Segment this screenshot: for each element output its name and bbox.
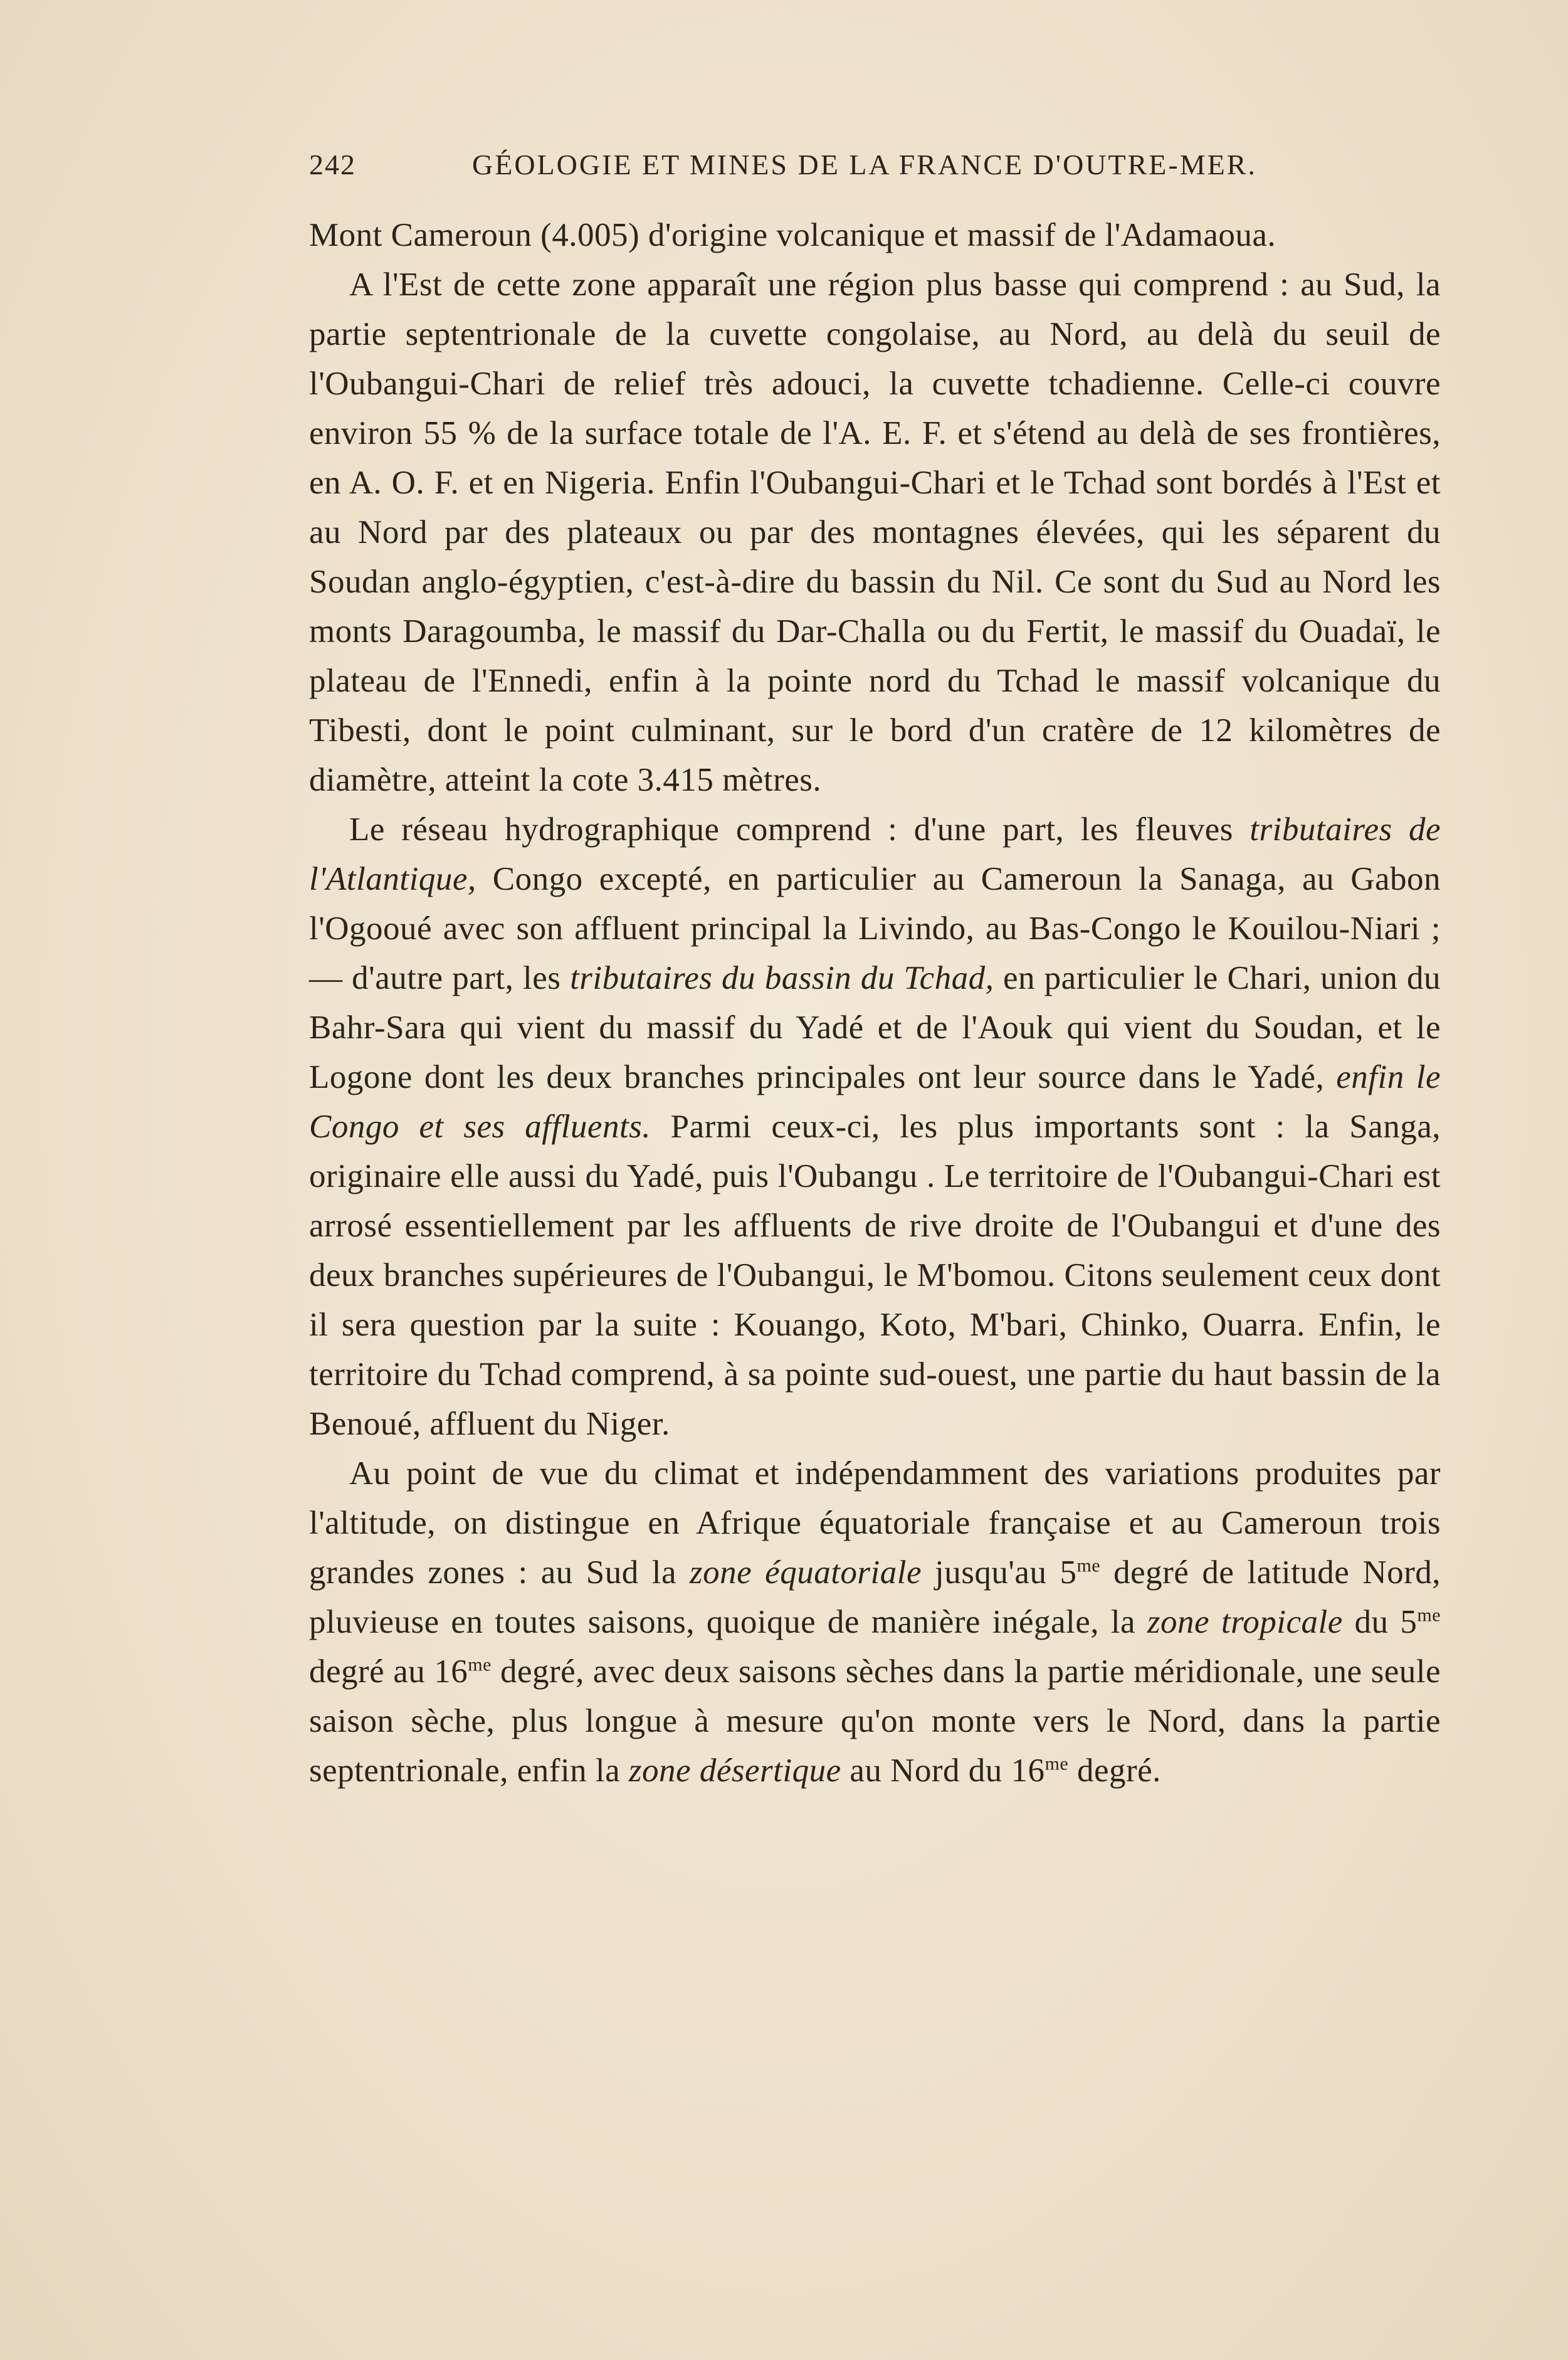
paragraph-3-italic-b: tributaires de l'Atlantique, (309, 811, 1441, 897)
body-text (309, 211, 1441, 1796)
paragraph-3-italic-d: tributaires du bassin du Tchad, (570, 960, 994, 996)
paragraph-3-italic-f: enfin le Congo et ses affluents. (309, 1059, 1441, 1145)
paragraph-3-text-e: en particulier le Chari, union du Bahr-Sara qui vient du massif du Yadé et de l'Aouk qui vient du Soudan, et le Logone dont les deux branches principales ont leur source dans le Yadé, (309, 960, 1441, 1095)
paragraph-4-text-h: degré, avec deux saisons sèches dans la partie méridionale, une seule saison sèche, plus longue à mesure qu'on monte vers le Nord, dans la partie septentrionale, enfin la (309, 1653, 1441, 1789)
running-title: GÉOLOGIE ET MINES DE LA FRANCE D'OUTRE-MER. (472, 149, 1257, 181)
paragraph-4-sup-g: me (468, 1654, 492, 1675)
paragraph-4-text-g: degré au 16 (309, 1653, 468, 1690)
paragraph-4-sup-j: me (1044, 1753, 1069, 1774)
paragraph-4-sup-c: me (1076, 1555, 1101, 1576)
paragraph-4-italic-b: zone équatoriale (690, 1554, 922, 1591)
paragraph-3-text-g: Parmi ceux-ci, les plus importants sont : la Sanga, originaire elle aussi du Yadé, puis l'Oubangu . Le territoire de l'Oubangui-Chari est arrosé essentiellement par les affluents de rive droite de l'Oubangui et d'une des deux branches supérieures de l'Oubangui, le M'bomou. Citons seulement ceux dont il sera question par la suite : Kouango, Koto, M'bari, Chinko, Ouarra. Enfin, le territoire du Tchad comprend, à sa pointe sud-ouest, une partie du haut bassin de la Benoué, affluent du Niger. (309, 1109, 1441, 1442)
paragraph-2 (309, 260, 1441, 805)
paragraph-3-text-c: Congo excepté, en particulier au Cameroun la Sanaga, au Gabon l'Ogooué avec son affluent principal la Livindo, au Bas-Congo le Kouilou-Niari ; — d'autre part, les (309, 861, 1441, 996)
paragraph-4 (309, 1449, 1441, 1796)
running-head (309, 143, 1309, 187)
paragraph-1-text: Mont Cameroun (4.005) d'origine volcanique et massif de l'Adamaoua. (309, 217, 1276, 253)
paragraph-4-text-k: degré. (1068, 1752, 1161, 1789)
paragraph-4-italic-i: zone désertique (628, 1752, 841, 1789)
page-number: 242 (309, 149, 356, 181)
paragraph-4-text-a: Au point de vue du climat et indépendamment des variations produites par l'altitude, on distingue en Afrique équatoriale française et au Cameroun trois grandes zones : au Sud la (309, 1455, 1441, 1591)
paragraph-4-text-d: degré de latitude Nord, pluvieuse en toutes saisons, quoique de manière inégale, la (309, 1554, 1441, 1640)
paragraph-4-text-f: du 5 (1342, 1604, 1418, 1640)
paragraph-2-text: A l'Est de cette zone apparaît une région plus basse qui comprend : au Sud, la partie septentrionale de la cuvette congolaise, au Nord, au delà du seuil de l'Oubangui-Chari de relief très adouci, la cuvette tchadienne. Celle-ci couvre environ 55 % de la surface totale de l'A. E. F. et s'étend au delà de ses frontières, en A. O. F. et en Nigeria. Enfin l'Oubangui-Chari et le Tchad sont bordés à l'Est et au Nord par des plateaux ou par des montagnes élevées, qui les séparent du Soudan anglo-égyptien, c'est-à-dire du bassin du Nil. Ce sont du Sud au Nord les monts Daragoumba, le massif du Dar-Challa ou du Fertit, le massif du Ouadaï, le plateau de l'Ennedi, enfin à la pointe nord du Tchad le massif volcanique du Tibesti, dont le point culminant, sur le bord d'un cratère de 12 kilomètres de diamètre, atteint la cote 3.415 mètres. (309, 266, 1441, 798)
paragraph-4-text-c: jusqu'au 5 (922, 1554, 1077, 1591)
paragraph-1 (309, 211, 1441, 260)
paragraph-3 (309, 805, 1441, 1449)
paragraph-3-text-a: Le réseau hydrographique comprend : d'une part, les fleuves (349, 811, 1250, 848)
paragraph-4-italic-e: zone tropicale (1147, 1604, 1343, 1640)
paragraph-4-text-j: au Nord du 16 (841, 1752, 1045, 1789)
paragraph-4-sup-f: me (1417, 1604, 1441, 1626)
